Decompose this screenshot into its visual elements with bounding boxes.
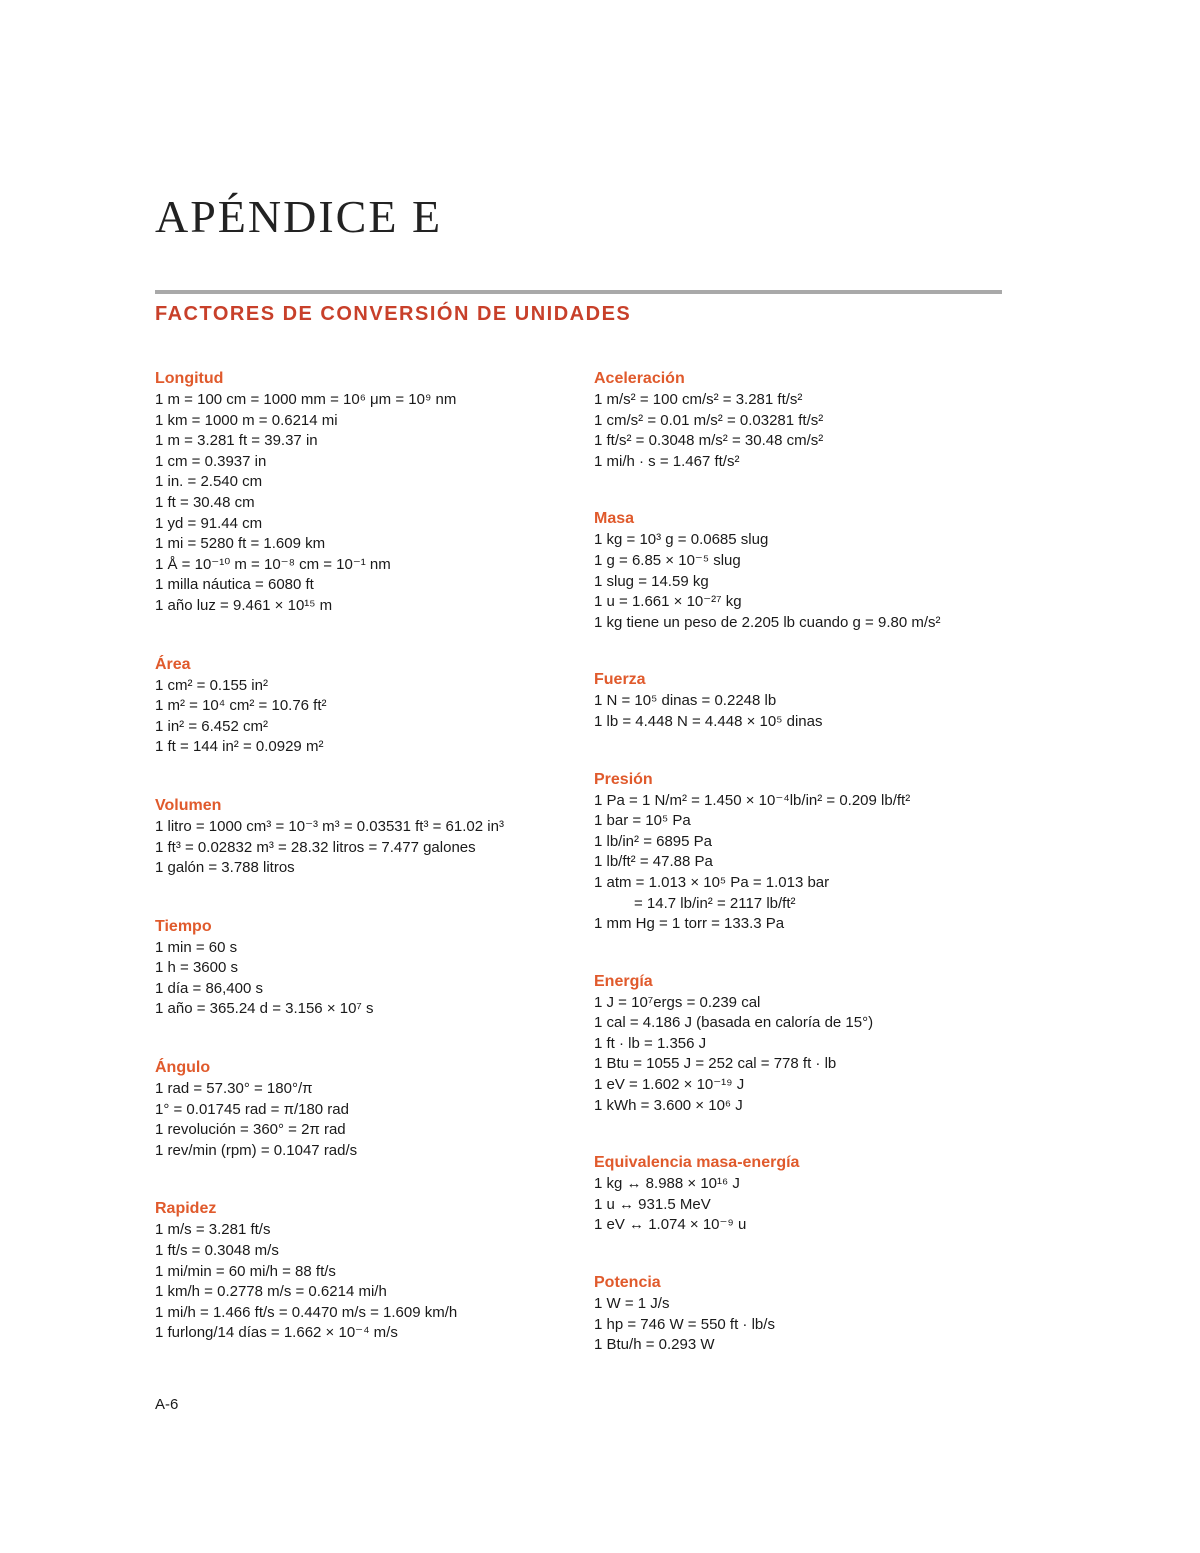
- section-heading: Tiempo: [155, 917, 212, 935]
- conversion-line: 1 revolución = 360° = 2π rad: [155, 1121, 346, 1139]
- right-column: [594, 368, 1014, 1356]
- section-heading: Área: [155, 655, 191, 673]
- conversion-line: 1 in² = 6.452 cm²: [155, 717, 268, 735]
- conversion-line: 1 m/s² = 100 cm/s² = 3.281 ft/s²: [594, 391, 803, 408]
- conversion-line: 1 mi/h = 1.466 ft/s = 0.4470 m/s = 1.609 km/h: [155, 1303, 458, 1321]
- conversion-line: 1 slug = 14.59 kg: [594, 572, 709, 590]
- conversion-line: 1 lb = 4.448 N = 4.448 × 10⁵ dinas: [594, 712, 823, 730]
- conversion-line: 1 rad = 57.30° = 180°/π: [155, 1080, 313, 1098]
- conversion-line: 1 galón = 3.788 litros: [155, 859, 295, 877]
- conversion-line: 1 N = 10⁵ dinas = 0.2248 lb: [594, 692, 777, 710]
- conversion-line: 1 kg = 10³ g = 0.0685 slug: [594, 531, 769, 549]
- appendix-title: APÉNDICE E: [155, 191, 443, 242]
- conversion-line: 1 cm² = 0.155 in²: [155, 676, 268, 694]
- conversion-line: 1 g = 6.85 × 10⁻⁵ slug: [594, 551, 741, 569]
- conversion-line: 1 kg ↔ 8.988 × 10¹⁶ J: [594, 1175, 740, 1193]
- conversion-line: 1 lb/ft² = 47.88 Pa: [594, 853, 713, 871]
- left-column: [155, 368, 575, 1344]
- conversion-line: 1 año = 365.24 d = 3.156 × 10⁷ s: [155, 1000, 374, 1018]
- section-masa: [594, 508, 1014, 633]
- conversion-line: 1 lb/in² = 6895 Pa: [594, 832, 713, 850]
- section-heading: Longitud: [155, 370, 224, 387]
- conversion-line: 1 kg tiene un peso de 2.205 lb cuando g = 9.80 m/s²: [594, 613, 941, 631]
- conversion-line: 1 día = 86,400 s: [155, 979, 264, 997]
- section-rapidez: [155, 1198, 575, 1344]
- conversion-line: 1 ft = 144 in² = 0.0929 m²: [155, 738, 324, 756]
- section-energia: [594, 971, 1014, 1117]
- conversion-line: 1 m² = 10⁴ cm² = 10.76 ft²: [155, 697, 327, 715]
- conversion-line: 1 eV ↔ 1.074 × 10⁻⁹ u: [594, 1216, 747, 1234]
- conversion-line: 1 milla náutica = 6080 ft: [155, 576, 314, 594]
- section-longitud: [155, 368, 575, 617]
- conversion-line: 1 km = 1000 m = 0.6214 mi: [155, 411, 338, 429]
- section-heading: Presión: [594, 770, 653, 788]
- conversion-line: 1 Pa = 1 N/m² = 1.450 × 10⁻⁴lb/in² = 0.209 lb/ft²: [594, 791, 911, 809]
- conversion-line: 1 bar = 10⁵ Pa: [594, 812, 691, 830]
- conversion-line: 1 furlong/14 días = 1.662 × 10⁻⁴ m/s: [155, 1324, 398, 1342]
- conversion-line: 1 Btu = 1055 J = 252 cal = 778 ft · lb: [594, 1055, 837, 1073]
- section-heading: Rapidez: [155, 1200, 217, 1218]
- conversion-line: 1 W = 1 J/s: [594, 1295, 670, 1313]
- section-heading: Masa: [594, 510, 635, 528]
- section-potencia: [594, 1272, 1014, 1356]
- conversion-line: 1 cm = 0.3937 in: [155, 452, 267, 470]
- section-angulo: [155, 1057, 575, 1161]
- conversion-line: 1 cal = 4.186 J (basada en caloría de 15°): [594, 1014, 874, 1032]
- section-heading: Potencia: [594, 1274, 661, 1292]
- section-tiempo: [155, 916, 575, 1020]
- conversion-line: 1 atm = 1.013 × 10⁵ Pa = 1.013 bar: [594, 873, 830, 891]
- conversion-line: 1 m = 100 cm = 1000 mm = 10⁶ μm = 10⁹ nm: [155, 391, 457, 408]
- section-aceleracion: [594, 368, 1014, 472]
- conversion-line: 1 in. = 2.540 cm: [155, 473, 263, 491]
- conversion-line: 1 año luz = 9.461 × 10¹⁵ m: [155, 596, 333, 614]
- conversion-line: 1 litro = 1000 cm³ = 10⁻³ m³ = 0.03531 ft³ = 61.02 in³: [155, 817, 504, 835]
- section-heading: Ángulo: [155, 1059, 211, 1077]
- conversion-line: 1 Btu/h = 0.293 W: [594, 1336, 715, 1354]
- section-equivalencia: [594, 1152, 1014, 1236]
- conversion-line: 1 hp = 746 W = 550 ft · lb/s: [594, 1315, 775, 1333]
- conversion-line: 1 mi/min = 60 mi/h = 88 ft/s: [155, 1262, 336, 1280]
- section-fuerza: [594, 669, 1014, 732]
- conversion-line: 1 mm Hg = 1 torr = 133.3 Pa: [594, 915, 785, 933]
- section-heading: Fuerza: [594, 671, 646, 689]
- conversion-line: 1° = 0.01745 rad = π/180 rad: [155, 1100, 349, 1118]
- conversion-line: 1 u ↔ 931.5 MeV: [594, 1195, 711, 1213]
- conversion-line-continuation: = 14.7 lb/in² = 2117 lb/ft²: [634, 894, 796, 912]
- conversion-line: 1 J = 10⁷ergs = 0.239 cal: [594, 993, 761, 1011]
- conversion-line: 1 cm/s² = 0.01 m/s² = 0.03281 ft/s²: [594, 411, 824, 429]
- conversion-line: 1 min = 60 s: [155, 938, 238, 956]
- section-area: [155, 654, 575, 758]
- conversion-line: 1 m/s = 3.281 ft/s: [155, 1221, 271, 1239]
- page-subtitle: FACTORES DE CONVERSIÓN DE UNIDADES: [155, 303, 632, 325]
- conversion-line: 1 ft · lb = 1.356 J: [594, 1034, 707, 1052]
- conversion-line: 1 mi/h · s = 1.467 ft/s²: [594, 452, 740, 470]
- section-heading: Volumen: [155, 796, 222, 814]
- section-volumen: [155, 795, 575, 879]
- conversion-line: 1 u = 1.661 × 10⁻²⁷ kg: [594, 593, 742, 611]
- conversion-line: 1 Å = 10⁻¹⁰ m = 10⁻⁸ cm = 10⁻¹ nm: [155, 555, 391, 573]
- conversion-line: 1 ft/s² = 0.3048 m/s² = 30.48 cm/s²: [594, 432, 824, 450]
- conversion-line: 1 yd = 91.44 cm: [155, 514, 263, 532]
- conversion-line: 1 mi = 5280 ft = 1.609 km: [155, 535, 326, 553]
- conversion-line: 1 ft/s = 0.3048 m/s: [155, 1242, 279, 1260]
- section-heading: Equivalencia masa-energía: [594, 1154, 800, 1172]
- conversion-line: 1 km/h = 0.2778 m/s = 0.6214 mi/h: [155, 1283, 387, 1301]
- conversion-line: 1 rev/min (rpm) = 0.1047 rad/s: [155, 1141, 358, 1159]
- conversion-line: 1 ft³ = 0.02832 m³ = 28.32 litros = 7.477 galones: [155, 838, 476, 856]
- title-divider: [155, 290, 1002, 294]
- section-heading: Aceleración: [594, 370, 685, 387]
- section-presion: [594, 769, 1014, 935]
- page-number: A-6: [155, 1396, 179, 1413]
- conversion-line: 1 eV = 1.602 × 10⁻¹⁹ J: [594, 1076, 745, 1094]
- conversion-line: 1 m = 3.281 ft = 39.37 in: [155, 432, 318, 450]
- section-heading: Energía: [594, 972, 653, 990]
- conversion-line: 1 ft = 30.48 cm: [155, 493, 255, 511]
- conversion-line: 1 kWh = 3.600 × 10⁶ J: [594, 1096, 743, 1114]
- conversion-line: 1 h = 3600 s: [155, 959, 238, 977]
